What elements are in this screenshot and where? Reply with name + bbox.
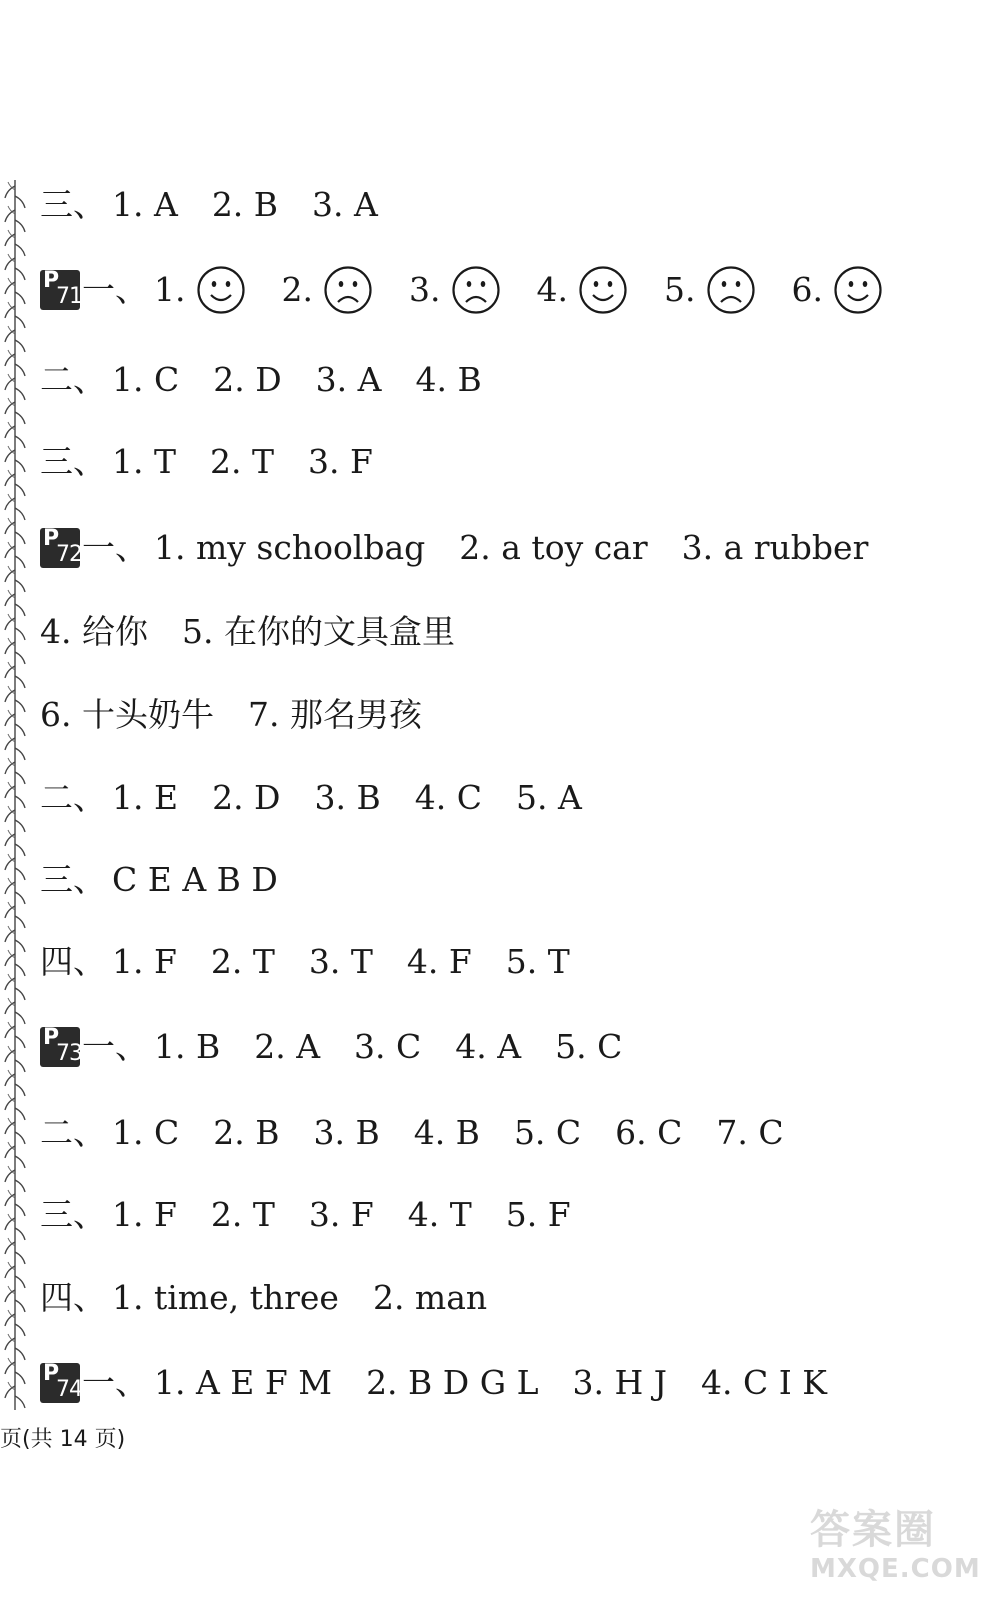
- answer-line: [40, 523, 868, 573]
- section-label: 三、: [40, 1195, 106, 1234]
- face-answer: [282, 265, 374, 315]
- badge-number: 73: [56, 1041, 82, 1066]
- answer-item: 4. C: [414, 778, 482, 817]
- answer-line: [40, 1022, 622, 1072]
- answer-item: 3. F: [308, 442, 373, 481]
- answer-item: 1. E: [112, 778, 179, 817]
- page-number-badge: [40, 1363, 80, 1403]
- face-answer-label: 6.: [791, 270, 823, 309]
- answer-item: 4. B: [413, 1113, 480, 1152]
- answer-item: 3. B: [314, 778, 381, 817]
- answer-item: 3. A: [312, 185, 378, 224]
- answer-item: 3. a rubber: [681, 528, 869, 567]
- answer-line: [40, 1358, 827, 1408]
- badge-letter: P: [43, 1361, 60, 1386]
- answer-item: 2. B: [211, 185, 279, 224]
- answer-item: 1. A: [112, 185, 178, 224]
- section-label: 三、: [40, 185, 106, 224]
- section-label: 三、: [40, 860, 106, 899]
- section-label: 一、: [82, 1027, 148, 1066]
- section-label: 二、: [40, 360, 106, 399]
- badge-number: 71: [56, 284, 82, 309]
- answer-item: 3. C: [354, 1027, 422, 1066]
- answer-item: 1. F: [112, 942, 177, 981]
- face-answer-label: 5.: [664, 270, 696, 309]
- answer-item: 4. A: [455, 1027, 522, 1066]
- answer-item: 4. C I K: [700, 1363, 827, 1402]
- answer-item: 5. T: [505, 942, 570, 981]
- answer-item: 5. A: [515, 778, 582, 817]
- section-label: 一、: [82, 528, 148, 567]
- answer-item: 2. D: [213, 360, 282, 399]
- answer-item: 4. T: [407, 1195, 472, 1234]
- answer-item: 1. F: [112, 1195, 177, 1234]
- answer-item: 1. time, three: [112, 1278, 339, 1317]
- answer-item: 2. B: [213, 1113, 280, 1152]
- answer-item: 4. 给你: [40, 612, 148, 651]
- answer-line: [40, 437, 373, 487]
- answer-line: [40, 607, 455, 657]
- answer-item: 3. H J: [572, 1363, 667, 1402]
- section-label: 三、: [40, 442, 106, 481]
- answer-line: [40, 265, 919, 315]
- answer-item: 1. T: [112, 442, 176, 481]
- answer-item: 6. C: [615, 1113, 683, 1152]
- face-answer: [537, 265, 629, 315]
- face-answer-label: 3.: [409, 270, 441, 309]
- face-answer: [409, 265, 501, 315]
- face-answer-label: 1.: [154, 270, 186, 309]
- smiley-face-icon: [196, 265, 246, 315]
- sad-face-icon: [706, 265, 756, 315]
- answer-line: [40, 180, 378, 230]
- answer-item: 2. man: [372, 1278, 488, 1317]
- section-label: 四、: [40, 942, 106, 981]
- section-label: 二、: [40, 1113, 106, 1152]
- badge-letter: P: [43, 1025, 60, 1050]
- answer-item: 4. B: [415, 360, 482, 399]
- face-answer: [664, 265, 756, 315]
- answer-line: [40, 937, 570, 987]
- sad-face-icon: [323, 265, 373, 315]
- page-footer: 页(共 14 页): [0, 1427, 126, 1452]
- badge-number: 72: [56, 542, 82, 567]
- answer-item: 2. A: [254, 1027, 321, 1066]
- answer-item: 1. A E F M: [154, 1363, 333, 1402]
- answer-item: 2. D: [212, 778, 281, 817]
- section-label: 一、: [82, 270, 148, 309]
- answer-item: 3. A: [315, 360, 382, 399]
- answer-line: [40, 773, 582, 823]
- answer-item: 3. F: [308, 1195, 374, 1234]
- badge-letter: P: [43, 526, 60, 551]
- answer-item: 2. T: [210, 942, 275, 981]
- answer-item: 3. B: [313, 1113, 380, 1152]
- page-number-badge: [40, 528, 80, 568]
- answer-item: 6. 十头奶牛: [40, 695, 214, 734]
- answer-line: [40, 855, 278, 905]
- answer-item: 2. a toy car: [459, 528, 648, 567]
- answer-item: 1. C: [112, 360, 180, 399]
- answer-line: [40, 1108, 784, 1158]
- answer-item: 1. B: [154, 1027, 221, 1066]
- answer-line: [40, 355, 482, 405]
- face-answer-label: 2.: [281, 270, 313, 309]
- badge-letter: P: [43, 268, 60, 293]
- face-answer: [792, 265, 884, 315]
- answer-line: [40, 1190, 571, 1240]
- watermark: [810, 1506, 981, 1596]
- answer-line: [40, 690, 422, 740]
- answer-line: [40, 1273, 487, 1323]
- answer-item: 4. F: [406, 942, 472, 981]
- page-number-badge: [40, 1027, 80, 1067]
- answer-item: 1. my schoolbag: [154, 528, 426, 567]
- answer-item: 5. C: [555, 1027, 623, 1066]
- section-label: 四、: [40, 1278, 106, 1317]
- page-number-badge: [40, 270, 80, 310]
- watermark-title: 答案圈: [810, 1507, 936, 1553]
- answer-item: 2. B D G L: [366, 1363, 539, 1402]
- smiley-face-icon: [578, 265, 628, 315]
- answer-item: 3. T: [308, 942, 373, 981]
- answer-item: C E A B D: [112, 860, 278, 899]
- answer-item: 5. 在你的文具盒里: [181, 612, 455, 651]
- answer-item: 1. C: [112, 1113, 180, 1152]
- answer-item: 5. F: [505, 1195, 571, 1234]
- badge-number: 74: [56, 1377, 82, 1402]
- answer-item: 7. 那名男孩: [247, 695, 422, 734]
- sad-face-icon: [451, 265, 501, 315]
- section-label: 二、: [40, 778, 106, 817]
- vine-border-decoration: [2, 180, 28, 1410]
- face-answer-label: 4.: [536, 270, 568, 309]
- answer-item: 2. T: [210, 442, 274, 481]
- smiley-face-icon: [833, 265, 883, 315]
- section-label: 一、: [82, 1363, 148, 1402]
- answer-item: 7. C: [716, 1113, 784, 1152]
- watermark-url: MXQE.COM: [810, 1554, 981, 1584]
- face-answer: [154, 265, 246, 315]
- answer-item: 5. C: [513, 1113, 582, 1152]
- answer-item: 2. T: [210, 1195, 275, 1234]
